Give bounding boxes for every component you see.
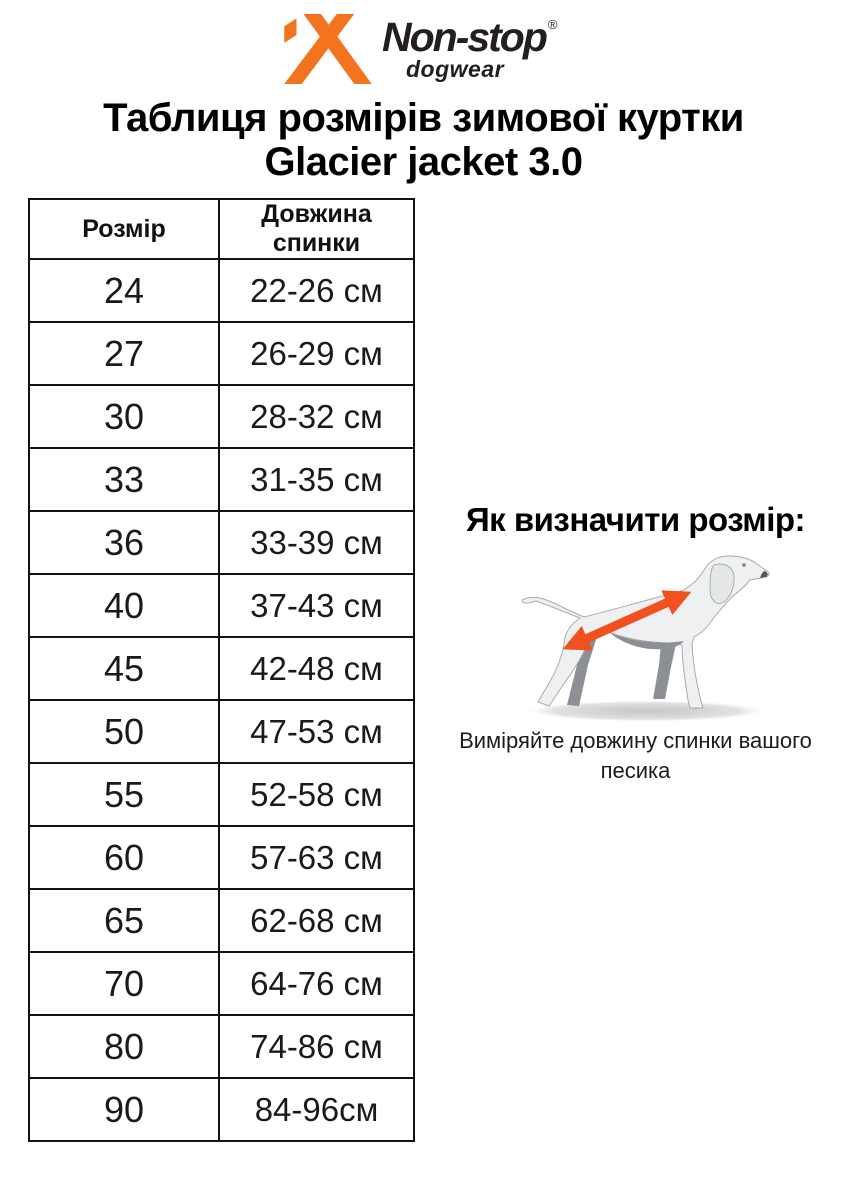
nonstop-x-mark-icon — [284, 14, 372, 84]
size-cell: 55 — [29, 763, 219, 826]
caption-line2: песика — [600, 757, 671, 783]
size-cell: 36 — [29, 511, 219, 574]
dog-ground-shadow — [522, 700, 770, 722]
back-length-cell: 84-96см — [219, 1078, 414, 1141]
table-row — [29, 574, 414, 637]
size-table — [28, 198, 415, 1142]
registered-trademark-symbol: ® — [547, 17, 558, 32]
measuring-guide-heading: Як визначити розмір: — [465, 501, 806, 538]
table-row — [29, 637, 414, 700]
size-cell: 40 — [29, 574, 219, 637]
size-cell: 33 — [29, 448, 219, 511]
table-row — [29, 448, 414, 511]
back-length-cell: 22-26 см — [219, 259, 414, 322]
table-row — [29, 322, 414, 385]
back-length-cell: 26-29 см — [219, 322, 414, 385]
size-cell: 27 — [29, 322, 219, 385]
page-title-line2: Glacier jacket 3.0 — [264, 140, 583, 184]
logo-sub-brand: dogwear — [406, 56, 505, 82]
page-title — [0, 96, 847, 184]
table-row — [29, 763, 414, 826]
back-length-cell: 28-32 см — [219, 385, 414, 448]
dog-side-profile-illustration — [498, 549, 798, 724]
back-length-cell: 62-68 см — [219, 889, 414, 952]
table-header-row — [29, 199, 414, 259]
size-cell: 45 — [29, 637, 219, 700]
back-length-cell: 47-53 см — [219, 700, 414, 763]
table-row — [29, 826, 414, 889]
size-cell: 50 — [29, 700, 219, 763]
size-cell: 80 — [29, 1015, 219, 1078]
table-row — [29, 511, 414, 574]
table-row — [29, 700, 414, 763]
brand-logo — [284, 14, 558, 84]
back-length-cell: 31-35 см — [219, 448, 414, 511]
table-row — [29, 889, 414, 952]
size-cell: 60 — [29, 826, 219, 889]
size-column-header: Розмір — [29, 199, 219, 259]
table-row — [29, 1015, 414, 1078]
size-cell: 90 — [29, 1078, 219, 1141]
back-length-column-header: Довжина спинки — [219, 199, 414, 259]
back-length-cell: 37-43 см — [219, 574, 414, 637]
size-cell: 65 — [29, 889, 219, 952]
back-length-cell: 57-63 см — [219, 826, 414, 889]
caption-line1: Виміряйте довжину спинки вашого — [459, 728, 812, 753]
back-length-cell: 42-48 см — [219, 637, 414, 700]
logo-brand-name: Non-stop — [382, 14, 546, 60]
table-row — [29, 1078, 414, 1141]
back-length-cell: 52-58 см — [219, 763, 414, 826]
size-cell: 30 — [29, 385, 219, 448]
logo-text — [382, 14, 558, 82]
size-cell: 70 — [29, 952, 219, 1015]
back-length-cell: 64-76 см — [219, 952, 414, 1015]
back-length-cell: 33-39 см — [219, 511, 414, 574]
page-title-line1: Таблиця розмірів зимової куртки — [103, 96, 744, 140]
measuring-guide-caption — [428, 726, 843, 785]
back-length-cell: 74-86 см — [219, 1015, 414, 1078]
table-row — [29, 385, 414, 448]
table-row — [29, 952, 414, 1015]
size-cell: 24 — [29, 259, 219, 322]
table-row — [29, 259, 414, 322]
